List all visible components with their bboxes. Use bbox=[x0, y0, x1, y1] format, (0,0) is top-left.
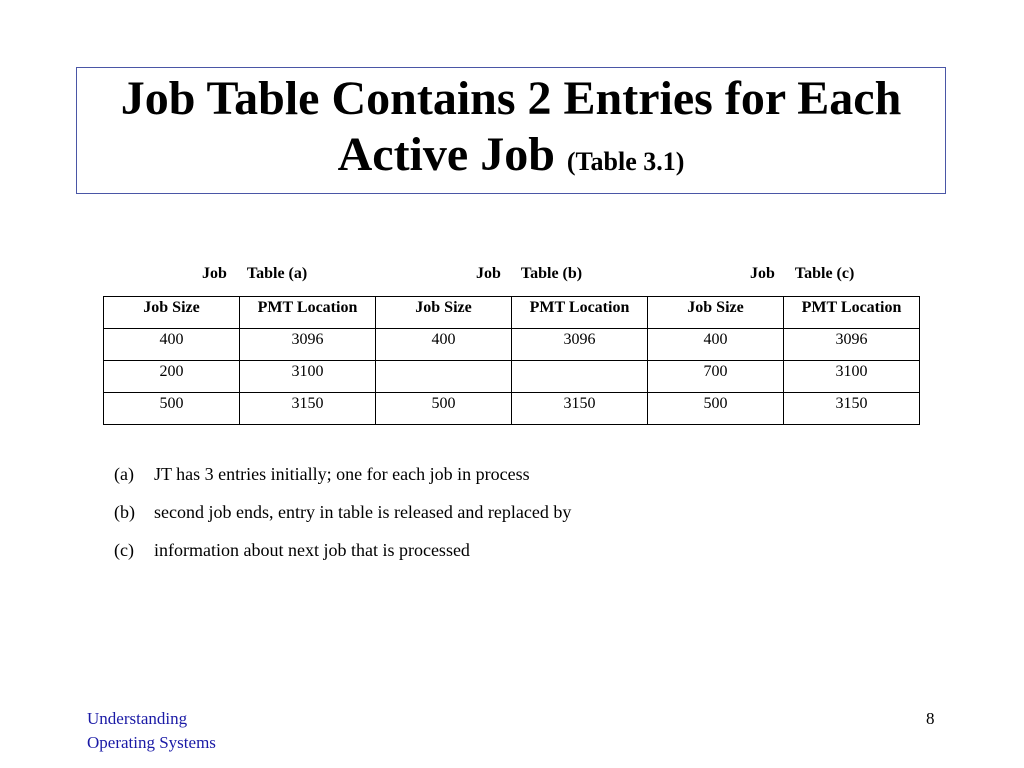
slide-title-line-2 bbox=[338, 127, 685, 190]
table-cell: 200 bbox=[104, 361, 240, 393]
note-marker: (b) bbox=[114, 502, 135, 522]
notes-list bbox=[114, 462, 571, 576]
table-row bbox=[104, 329, 920, 361]
note-b bbox=[114, 500, 571, 538]
slide-title-box bbox=[76, 67, 946, 194]
header-pmt-location: PMT Location bbox=[240, 297, 376, 329]
table-cell: 3100 bbox=[240, 361, 376, 393]
table-cell bbox=[512, 361, 648, 393]
header-job-size: Job Size bbox=[648, 297, 784, 329]
table-cell: 3100 bbox=[784, 361, 920, 393]
table-cell bbox=[376, 361, 512, 393]
footer-course-title bbox=[87, 707, 216, 755]
caption-job-label: Job bbox=[750, 265, 775, 282]
caption-job-label: Job bbox=[476, 265, 501, 282]
note-text: JT has 3 entries initially; one for each job in process bbox=[154, 464, 530, 484]
table-cell: 3096 bbox=[512, 329, 648, 361]
slide-title-table-ref: (Table 3.1) bbox=[566, 147, 685, 176]
slide-title-main: Active Job bbox=[337, 128, 555, 181]
note-c bbox=[114, 538, 571, 576]
table-cell: 3150 bbox=[512, 393, 648, 425]
table-cell: 3096 bbox=[784, 329, 920, 361]
caption-table-c bbox=[750, 265, 854, 283]
caption-table-label: Table (b) bbox=[520, 265, 583, 282]
table-cell: 400 bbox=[648, 329, 784, 361]
header-job-size: Job Size bbox=[376, 297, 512, 329]
header-job-size: Job Size bbox=[104, 297, 240, 329]
header-pmt-location: PMT Location bbox=[784, 297, 920, 329]
table-cell: 400 bbox=[376, 329, 512, 361]
note-marker: (c) bbox=[114, 540, 134, 560]
caption-table-label: Table (a) bbox=[246, 265, 308, 282]
table-cell: 500 bbox=[376, 393, 512, 425]
caption-table-b bbox=[476, 265, 582, 283]
note-text: second job ends, entry in table is released and replaced by bbox=[154, 502, 572, 522]
table-cell: 500 bbox=[648, 393, 784, 425]
job-table bbox=[103, 296, 920, 425]
table-cell: 3150 bbox=[240, 393, 376, 425]
table-cell: 3096 bbox=[240, 329, 376, 361]
table-cell: 700 bbox=[648, 361, 784, 393]
footer-line-1: Understanding bbox=[87, 709, 188, 728]
table-row bbox=[104, 361, 920, 393]
table-header-row bbox=[104, 297, 920, 329]
header-pmt-location: PMT Location bbox=[512, 297, 648, 329]
caption-table-a bbox=[202, 265, 307, 283]
caption-job-label: Job bbox=[202, 265, 227, 282]
caption-table-label: Table (c) bbox=[794, 265, 855, 282]
slide-title-line-1: Job Table Contains 2 Entries for Each bbox=[120, 72, 902, 125]
table-cell: 400 bbox=[104, 329, 240, 361]
table-cell: 3150 bbox=[784, 393, 920, 425]
page-number: 8 bbox=[926, 709, 935, 728]
footer-line-2: Operating Systems bbox=[87, 733, 216, 752]
table-captions bbox=[0, 265, 1024, 287]
note-marker: (a) bbox=[114, 464, 134, 484]
table-row bbox=[104, 393, 920, 425]
table-cell: 500 bbox=[104, 393, 240, 425]
note-a bbox=[114, 462, 571, 500]
note-text: information about next job that is processed bbox=[154, 540, 470, 560]
